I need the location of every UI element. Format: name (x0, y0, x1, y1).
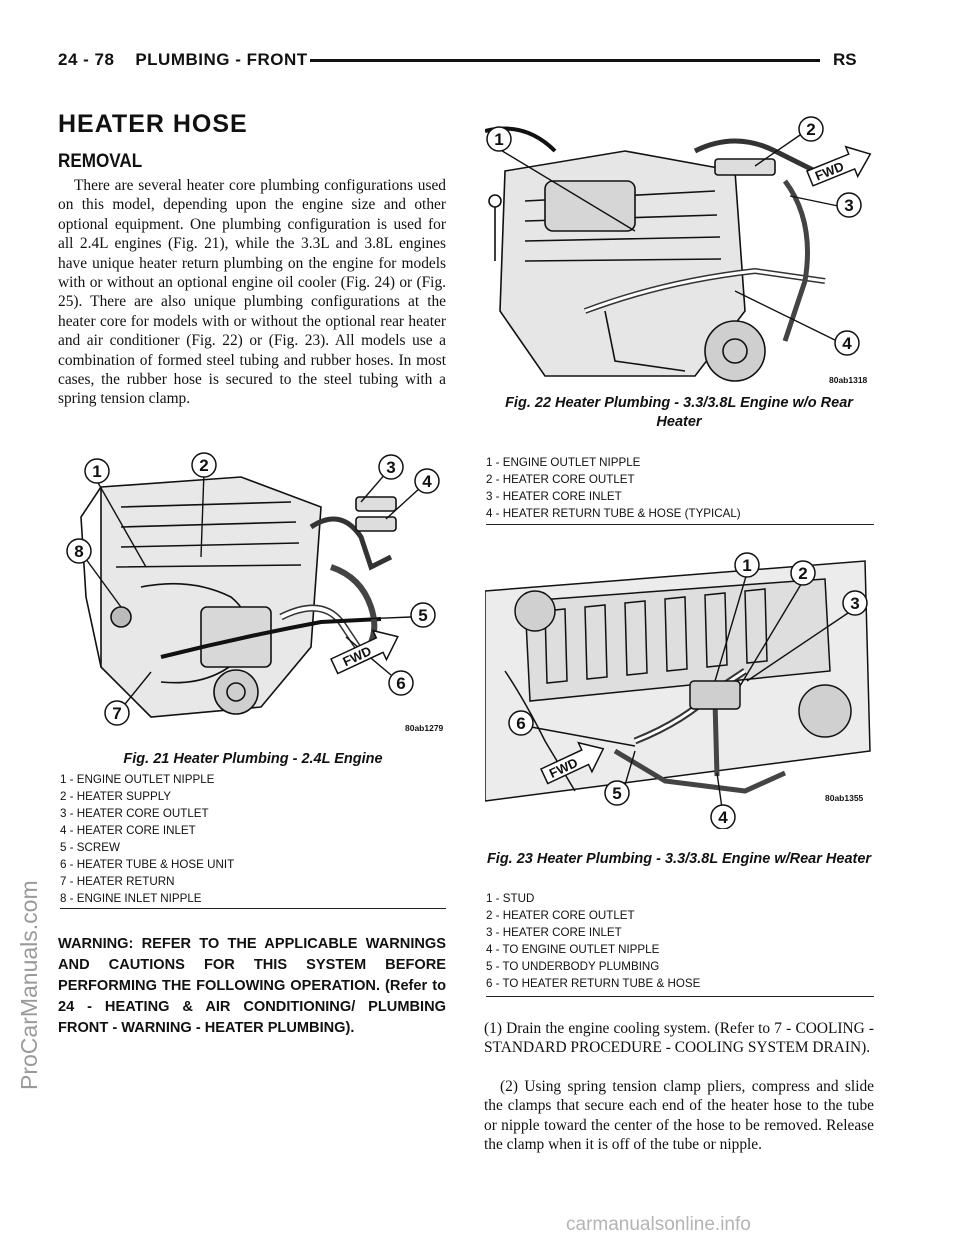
legend-item: 4 - TO ENGINE OUTLET NIPPLE (486, 943, 660, 956)
fig22-ref-code: 80ab1318 (829, 375, 868, 385)
legend-item: 5 - SCREW (60, 841, 120, 854)
fig23-callout-4: 4 (718, 808, 728, 827)
fig22-callout-1: 1 (494, 130, 504, 149)
fig22-illustration (484, 110, 876, 390)
fig21-illustration (60, 446, 448, 740)
legend-item: 4 - HEATER RETURN TUBE & HOSE (TYPICAL) (486, 507, 741, 520)
fig23-callout-6: 6 (516, 714, 526, 733)
fig21-fwd-label: FWD (340, 643, 374, 670)
legend-item: 3 - HEATER CORE INLET (486, 490, 622, 503)
engine-plumbing-drawing (61, 447, 447, 739)
engine-bay-drawing (485, 111, 875, 389)
legend-item: 2 - HEATER CORE OUTLET (486, 909, 635, 922)
step-2: (2) Using spring tension clamp pliers, compress and slide the clamps that secure each end of the heater hose to the tube or nipple toward the center of the hose to be removed. Release the clamp when it is off of the tube or nipple. (484, 1078, 874, 1154)
legend-item: 7 - HEATER RETURN (60, 875, 175, 888)
fig23-caption: Fig. 23 Heater Plumbing - 3.3/3.8L Engine w/Rear Heater (486, 851, 872, 867)
fig22-callout-4: 4 (842, 334, 852, 353)
fig21-callout-7: 7 (112, 704, 122, 723)
bottom-watermark: carmanualsonline.info (566, 1214, 751, 1235)
legend-item: 1 - ENGINE OUTLET NIPPLE (486, 456, 641, 469)
fig22-fwd-label: FWD (812, 158, 847, 184)
page-header-right: RS (833, 50, 857, 69)
warning-text: WARNING: REFER TO THE APPLICABLE WARNINGS AND CAUTIONS FOR THIS SYSTEM BEFORE PERFORMING THE FOLLOWING OPERATION. (Refer to 24 - HEATING & AIR CONDITIONING/ PLUMBING FRONT - WARNING - HEATER PLUMBING). (58, 936, 446, 1036)
fig21-ref-code: 80ab1279 (405, 723, 444, 733)
dash-panel-drawing (485, 551, 875, 829)
subsection-title: REMOVAL (58, 151, 143, 172)
legend-item: 6 - HEATER TUBE & HOSE UNIT (60, 858, 235, 871)
legend-item: 1 - STUD (486, 892, 535, 905)
fig23-callout-1: 1 (742, 556, 752, 575)
fig23-callout-3: 3 (850, 594, 860, 613)
fig21-callout-4: 4 (422, 472, 432, 491)
legend-item: 3 - HEATER CORE OUTLET (60, 807, 209, 820)
fig21-callout-6: 6 (396, 674, 406, 693)
fig21-callout-5: 5 (418, 606, 428, 625)
fig21-rule (60, 908, 446, 909)
fig22-caption: Fig. 22 Heater Plumbing - 3.3/3.8L Engine w/o Rear Heater (505, 395, 853, 430)
legend-item: 2 - HEATER CORE OUTLET (486, 473, 635, 486)
legend-item: 6 - TO HEATER RETURN TUBE & HOSE (486, 977, 701, 990)
legend-item: 8 - ENGINE INLET NIPPLE (60, 892, 202, 905)
fig23-legend (486, 890, 872, 992)
legend-item: 3 - HEATER CORE INLET (486, 926, 622, 939)
fig23-fwd-label: FWD (546, 754, 581, 781)
step-1: (1) Drain the engine cooling system. (Refer to 7 - COOLING - STANDARD PROCEDURE - COOLING SYSTEM DRAIN). (484, 1020, 874, 1057)
fig22-rule (486, 524, 874, 525)
fig23-ref-code: 80ab1355 (825, 793, 864, 803)
fig21-callout-2: 2 (199, 456, 209, 475)
legend-item: 5 - TO UNDERBODY PLUMBING (486, 960, 660, 973)
legend-item: 1 - ENGINE OUTLET NIPPLE (60, 773, 215, 786)
fig21-callout-8: 8 (74, 542, 84, 561)
header-rule (310, 59, 820, 62)
fig22-legend (486, 454, 872, 522)
fig22-callout-3: 3 (844, 196, 854, 215)
fig21-caption: Fig. 21 Heater Plumbing - 2.4L Engine (123, 751, 383, 767)
fig23-callout-5: 5 (612, 784, 622, 803)
fig21-legend (60, 771, 446, 907)
intro-paragraph: There are several heater core plumbing configurations used on this model, depending upon the engine size and other optional equipment. One plumbing configuration is used for all 2.4L engines (Fig. 21), while the 3.3L and 3.8L engines have unique heater return plumbing on the engine for models with or without an optional engine oil cooler (Fig. 24) or (Fig. 25). There are also unique plumbing configurations at the heater core for models with or without the optional rear heater and air conditioner (Fig. 22) or (Fig. 23). All models use a combination of formed steel tubing and rubber hoses. In most cases, the rubber hose is secured to the steel tubing with a spring tension clamp. (58, 177, 446, 408)
fig23-illustration (484, 550, 876, 830)
fig22-callout-2: 2 (806, 120, 816, 139)
fig23-rule (486, 996, 874, 997)
fig21-callout-1: 1 (92, 462, 102, 481)
legend-item: 2 - HEATER SUPPLY (60, 790, 172, 803)
section-title: HEATER HOSE (58, 110, 248, 138)
side-watermark: ProCarManuals.com (16, 880, 42, 1090)
fig21-callout-3: 3 (386, 458, 396, 477)
page-header-left: 24 - 78 PLUMBING - FRONT (58, 50, 308, 69)
fig23-callout-2: 2 (798, 564, 808, 583)
legend-item: 4 - HEATER CORE INLET (60, 824, 196, 837)
